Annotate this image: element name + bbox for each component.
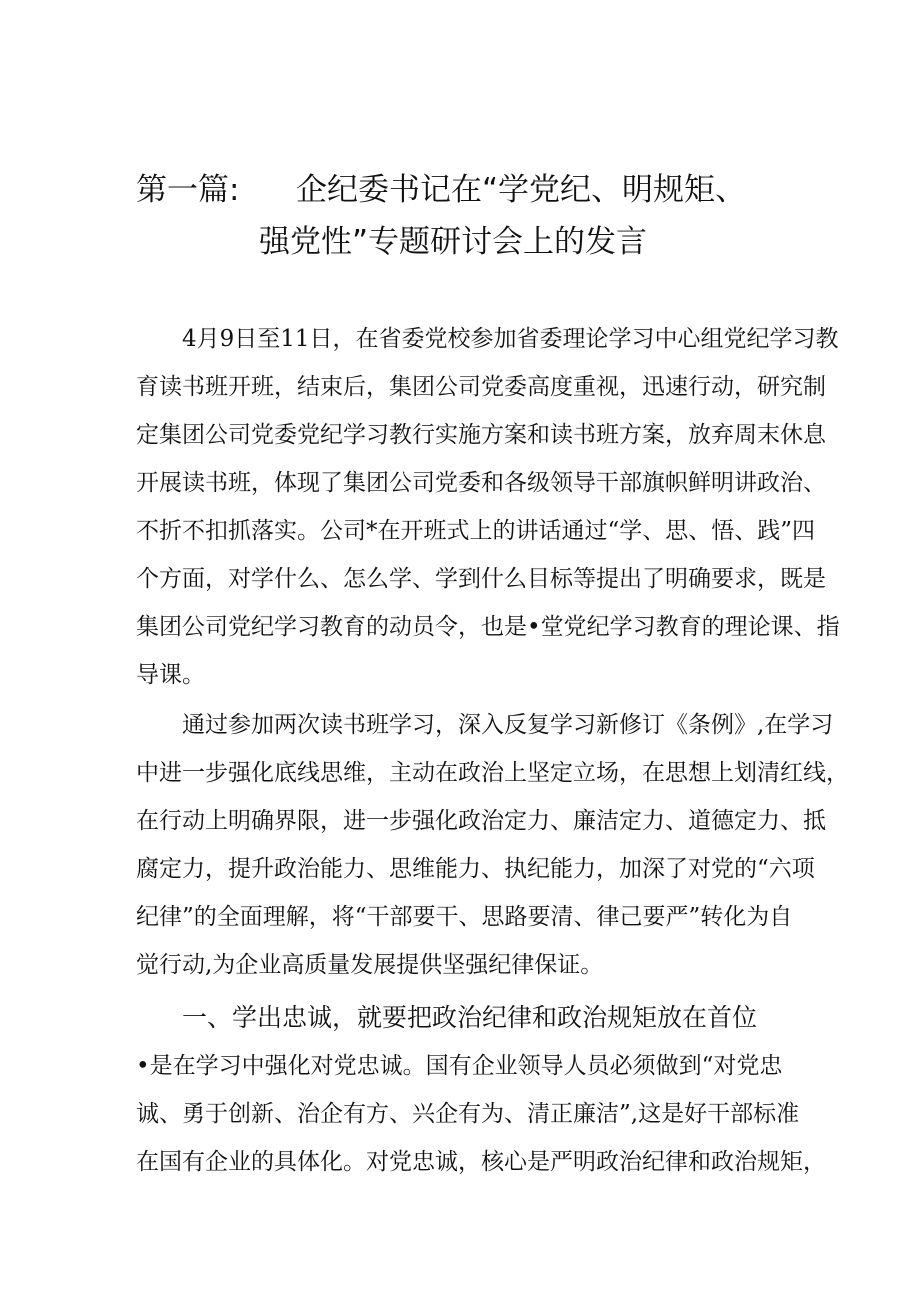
paragraph-3-line: 诚、勇于创新、治企有方、兴企有为、清正廉洁”,这是好干部标准: [136, 1101, 800, 1127]
paragraph-2-line: 觉行动,为企业高质量发展提供坚强纪律保证。: [136, 952, 604, 978]
paragraph-2-line: 纪律”的全面理解，将“干部要干、思路要清、律己要严”转化为自: [136, 904, 793, 930]
paragraph-2-line: 中进一步强化底线思维，主动在政治上坚定立场，在思想上划清红线，: [136, 760, 849, 786]
paragraph-1-line: 集团公司党纪学习教育的动员令，也是•堂党纪学习教育的理论课、指: [136, 614, 840, 640]
paragraph-1-line: 不折不扣抓落实。公司*在开班式上的讲话通过“学、思、悟、践”四: [136, 518, 816, 544]
paragraph-2-line: 通过参加两次读书班学习，深入反复学习新修订《条例》,在学习: [182, 712, 834, 738]
paragraph-3-line: 在国有企业的具体化。对党忠诚，核心是严明政治纪律和政治规矩，: [136, 1149, 826, 1175]
paragraph-1-line: 导课。: [136, 662, 205, 688]
paragraph-3-line: •是在学习中强化对党忠诚。国有企业领导人员必须做到“对党忠: [136, 1053, 783, 1079]
paragraph-1-line: 个方面，对学什么、怎么学、学到什么目标等提出了明确要求，既是: [136, 566, 826, 592]
paragraph-1-line: 4月9日至11日，在省委党校参加省委理论学习中心组党纪学习教: [182, 326, 839, 352]
paragraph-2-line: 在行动上明确界限，进一步强化政治定力、廉洁定力、道德定力、抵: [136, 808, 826, 834]
paragraph-1-line: 定集团公司党委党纪学习教行实施方案和读书班方案，放弃周末休息: [136, 422, 826, 448]
title-main-part-2: 强党性”专题研讨会上的发言: [259, 224, 648, 260]
section-heading-1: 一、学出忠诚，就要把政治纪律和政治规矩放在首位: [182, 1003, 758, 1032]
paragraph-1-line: 开展读书班，体现了集团公司党委和各级领导干部旗帜鲜明讲政治、: [136, 470, 826, 496]
title-main-part-1: 企纪委书记在“学党纪、明规矩、: [296, 172, 747, 208]
paragraph-2-line: 腐定力，提升政治能力、思维能力、执纪能力，加深了对党的“六项: [136, 856, 815, 882]
title-chapter-prefix: 第一篇:: [136, 172, 240, 208]
paragraph-1-line: 育读书班开班，结束后，集团公司党委高度重视，迅速行动，研究制: [136, 374, 826, 400]
